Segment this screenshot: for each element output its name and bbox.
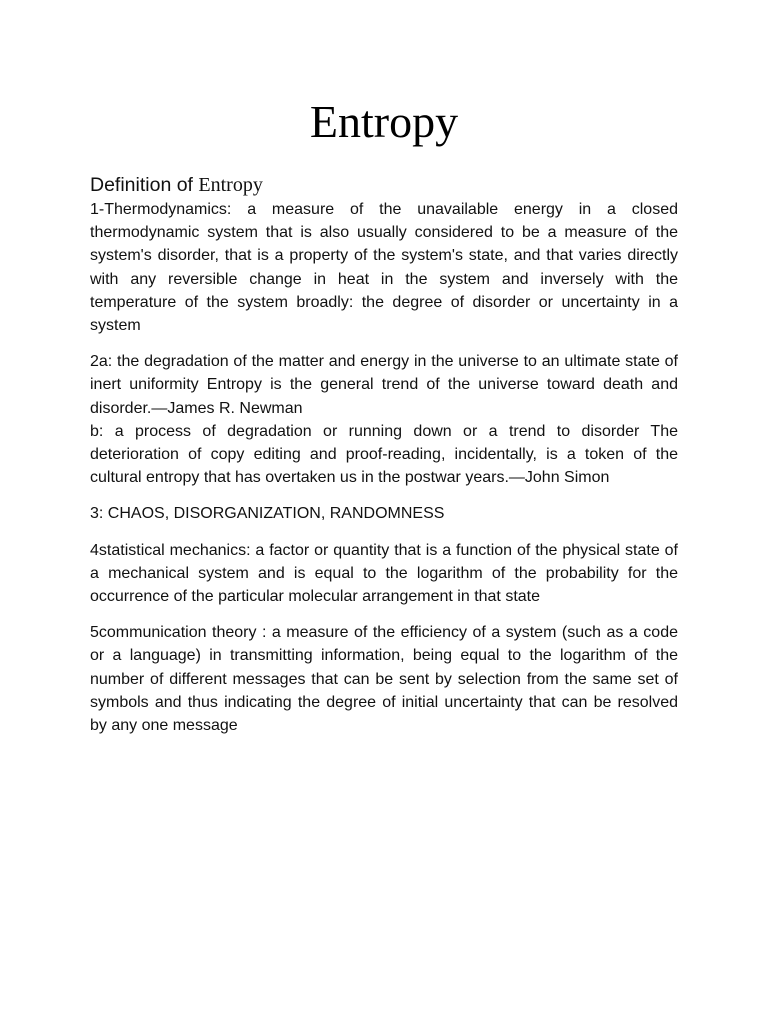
definition-1: 1-Thermodynamics: a measure of the unavailable energy in a closed thermodynamic system that is also usually considered to be a measure of the system's disorder, that is a property of the system's state, and that varies directly with any reversible change in heat in the system and inversely with the temperature of the system broadly: the degree of disorder or uncertainty in a system — [90, 201, 678, 335]
definition-4: 4statistical mechanics: a factor or quantity that is a function of the physical state of a mechanical system and is equal to the logarithm of the probability for the occurrence of the particular molecular arrangement in that state — [90, 541, 678, 606]
document-title: Entropy — [309, 96, 459, 147]
definition-3: 3: CHAOS, DISORGANIZATION, RANDOMNESS — [90, 505, 445, 523]
definition-5: 5communication theory : a measure of the efficiency of a system (such as a code or a language) in transmitting information, being equal to the logarithm of the number of different messages that can be sent by selection from the same set of symbols and thus indicating the degree of initial uncertainty that can be resolved by any one message — [90, 624, 678, 735]
definition-2b: b: a process of degradation or running down or a trend to disorder The deterioration of copy editing and proof-reading, incidentally, is a token of the cultural entropy that has overtaken us in the postwar years.—John Simon — [90, 422, 678, 487]
definition-2a: 2a: the degradation of the matter and energy in the universe to an ultimate state of inert uniformity Entropy is the general trend of the universe toward death and disorder.—James R. Newman — [90, 353, 678, 417]
heading-term: Entropy — [198, 174, 263, 196]
section-heading — [90, 172, 678, 198]
heading-prefix: Definition of — [90, 174, 199, 196]
document-body — [90, 172, 678, 737]
